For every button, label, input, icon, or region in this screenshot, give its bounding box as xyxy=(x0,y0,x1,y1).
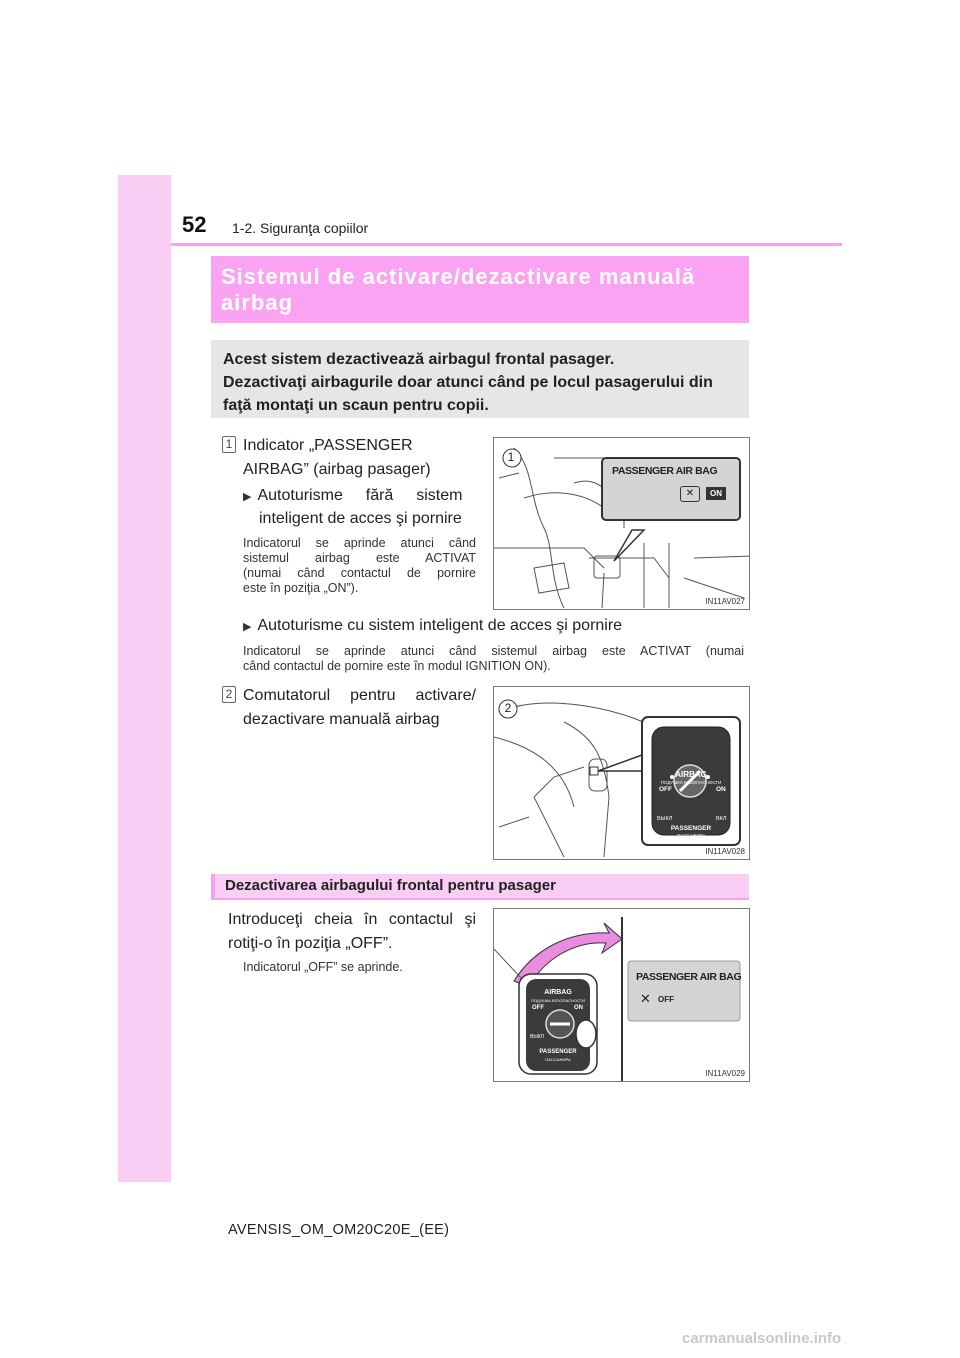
item1-bullet1-line2: inteligent de acces şi pornire xyxy=(259,510,462,527)
fig3-switch-bottom-ru-label: ПАССАЖИРА xyxy=(545,1057,571,1062)
figure2-callout: 2 xyxy=(504,701,512,715)
figure2-code: IN11AV028 xyxy=(705,847,745,856)
intro-line2: Dezactivaţi airbagurile doar atunci când pe locul pasagerului din xyxy=(223,374,713,391)
fig3-panel-off-label: OFF xyxy=(658,995,674,1004)
item1-number-badge: 1 xyxy=(222,436,236,453)
switch-off-label: OFF xyxy=(659,786,672,793)
fig3-switch-top-ru-label: ПОДУШКА БЕЗОПАСНОСТИ xyxy=(530,998,586,1003)
figure1-on-label: ON xyxy=(706,487,726,500)
header-divider xyxy=(171,243,842,246)
switch-on-ru-label: ВКЛ xyxy=(716,816,727,822)
item1-note1-line3: (numai când contactul de pornire xyxy=(243,566,476,580)
subsection-text-line1: Introduceţi cheia în contactul şi xyxy=(228,911,476,928)
document-footer-id: AVENSIS_OM_OM20C20E_(EE) xyxy=(228,1222,450,1238)
switch-top-ru-label: ПОДУШКА БЕЗОПАСНОСТИ xyxy=(660,780,722,785)
fig3-switch-bottom-label: PASSENGER xyxy=(539,1049,577,1055)
item1-note2-line1: Indicatorul se aprinde atunci când sistemul airbag este ACTIVAT (numai xyxy=(243,644,744,658)
figure1-code: IN11AV027 xyxy=(705,597,745,606)
section-breadcrumb: 1-2. Siguranţa copiilor xyxy=(232,220,369,236)
page-title-line1: Sistemul de activare/dezactivare manuală xyxy=(221,264,696,289)
dashboard-illustration xyxy=(494,438,750,610)
item2-title-line1: Comutatorul pentru activare/ xyxy=(243,687,476,704)
page-title xyxy=(211,256,749,323)
switch-bottom-ru-label: ПАССАЖИРА xyxy=(676,833,706,838)
item1-note1-line2: sistemul airbag este ACTIVAT xyxy=(243,551,476,565)
airbag-off-icon: ✕ xyxy=(640,991,651,1006)
item1-note1-line4: este în poziţia „ON”). xyxy=(243,581,359,595)
intro-box xyxy=(211,340,749,418)
switch-on-label: ON xyxy=(716,786,726,793)
item1-bullet1-line1: Autoturisme fără sistem xyxy=(257,487,463,504)
airbag-off-icon: ✕ xyxy=(680,486,700,502)
bullet-triangle-icon: ▶ xyxy=(243,621,252,633)
watermark: carmanualsonline.info xyxy=(682,1330,842,1347)
item1-note1-line1: Indicatorul se aprinde atunci când xyxy=(243,536,476,550)
item1-title-line1: Indicator „PASSENGER xyxy=(243,437,413,454)
figure1-callout: 1 xyxy=(507,450,515,464)
switch-bottom-label: PASSENGER xyxy=(670,825,712,832)
fig3-switch-on-label: ON xyxy=(574,1005,583,1011)
fig3-switch-off-ru-label: ВЫКЛ xyxy=(530,1034,544,1040)
switch-top-label: AIRBAG xyxy=(675,770,707,779)
switch-off-ru-label: ВЫКЛ xyxy=(657,816,673,822)
fig3-panel-text: PASSENGER AIR BAG xyxy=(636,971,742,983)
item1-bullet1 xyxy=(243,484,476,509)
figure-airbag-switch-location xyxy=(493,686,750,860)
intro-line1: Acest sistem dezactivează airbagul frontal pasager. xyxy=(223,351,615,368)
bullet-triangle-icon: ▶ xyxy=(243,491,252,503)
subsection-note: Indicatorul „OFF” se aprinde. xyxy=(243,960,403,974)
figure-airbag-off-procedure xyxy=(493,908,750,1082)
side-color-band xyxy=(118,175,171,1182)
subsection-heading: Dezactivarea airbagului frontal pentru pasager xyxy=(211,874,749,900)
page-title-line2: airbag xyxy=(221,290,294,315)
page-number: 52 xyxy=(182,212,207,237)
item1-bullet2: ▶ Autoturisme cu sistem inteligent de acces şi pornire xyxy=(243,617,623,634)
intro-line3: faţă montaţi un scaun pentru copii. xyxy=(223,397,489,414)
item2-number-badge: 2 xyxy=(222,686,236,703)
figure3-code: IN11AV029 xyxy=(705,1069,745,1078)
figure-passenger-airbag-indicator xyxy=(493,437,750,610)
figure1-panel-text: PASSENGER AIR BAG xyxy=(612,465,718,477)
item2-title-line2: dezactivare manuală airbag xyxy=(243,711,440,728)
fig3-switch-off-label: OFF xyxy=(532,1005,544,1011)
fig3-switch-top-label: AIRBAG xyxy=(544,989,572,996)
item1-title-line2: AIRBAG” (airbag pasager) xyxy=(243,461,431,478)
item1-note2-line2: când contactul de pornire este în modul IGNITION ON). xyxy=(243,659,551,673)
subsection-text-line2: rotiţi-o în poziţia „OFF”. xyxy=(228,935,393,952)
